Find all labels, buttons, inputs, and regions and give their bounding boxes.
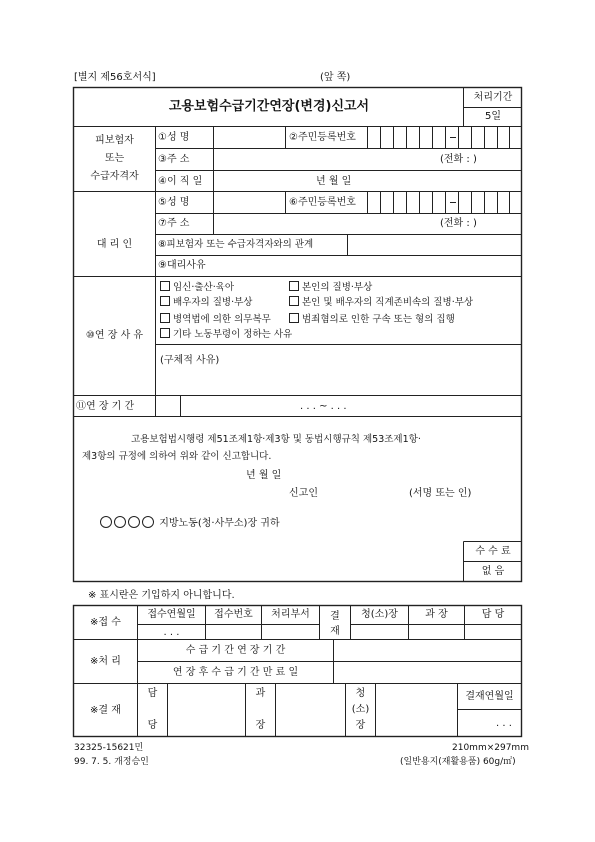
circle-placeholder-icon: [128, 516, 140, 528]
applicant-rrn-field[interactable]: [368, 127, 521, 148]
applicant-group-label-1: 피보험자: [95, 135, 134, 146]
circle-placeholder-icon: [100, 516, 112, 528]
damdang-char-1: 담: [147, 688, 158, 699]
cheong-char-2: (소): [351, 704, 370, 715]
receipt-no-label: 접수번호: [214, 609, 253, 620]
applicant-address-field[interactable]: [214, 149, 414, 170]
processing-period-value: 5일: [484, 111, 502, 122]
applicant-name-label: ①성 명: [158, 132, 190, 143]
approve-label: ※결 재: [90, 705, 121, 716]
agent-address-field[interactable]: [214, 214, 414, 234]
footer-paper: (일반용지(재활용품) 60g/㎡): [400, 757, 516, 767]
approval-label-2: 재: [330, 626, 340, 637]
gwajang-char-2: 장: [255, 720, 266, 731]
approval-col-staff: 담 당: [481, 609, 505, 620]
receipt-label: ※접 수: [90, 617, 121, 628]
approval-date-field[interactable]: . . .: [496, 718, 512, 729]
circle-placeholder-icon: [114, 516, 126, 528]
approval-label-1: 결: [330, 611, 340, 622]
applicant-group-label-3: 수급자격자: [90, 171, 139, 182]
approval-col-manager: 과 장: [425, 609, 448, 620]
fee-label: 수 수 료: [475, 546, 511, 557]
footer-code: 32325-15621민: [74, 743, 144, 753]
reason-option-pregnancy[interactable]: 임신·출산·육아: [160, 281, 234, 294]
reason-option-other[interactable]: 기타 노동부령이 정하는 사유: [160, 328, 292, 341]
declaration-addressee: 지방노동(청·사무소)장 귀하: [100, 516, 280, 530]
agent-name-field[interactable]: [214, 192, 285, 213]
reason-option-detention[interactable]: 범죄혐의로 인한 구속 또는 형의 집행: [289, 313, 455, 326]
applicant-rrn-label: ②주민등록번호: [289, 132, 356, 143]
applicant-group-label-2: 또는: [104, 153, 125, 164]
reason-option-military[interactable]: 병역법에 의한 의무복무: [160, 313, 271, 326]
approval-col-director: 청(소)장: [361, 609, 398, 620]
checkbox-icon: [289, 296, 299, 306]
footer-revision: 99. 7. 5. 개정승인: [74, 757, 149, 767]
agent-rrn-field[interactable]: [368, 192, 521, 213]
processing-period-label: 처리기간: [473, 92, 513, 103]
extension-period-field[interactable]: . . . ~ . . .: [300, 401, 347, 412]
agent-name-label: ⑤성 명: [158, 197, 190, 208]
approval-date-label: 결재연월일: [465, 691, 514, 702]
process-row-2: 연 장 후 수 급 기 간 만 료 일: [172, 667, 299, 678]
applicant-name-field[interactable]: [214, 127, 285, 148]
agent-relation-field[interactable]: [348, 235, 521, 255]
agent-phone-label: (전화 : ): [440, 218, 477, 229]
declaration-date[interactable]: 년 월 일: [246, 470, 282, 481]
applicant-leave-date-field[interactable]: 년 월 일: [316, 176, 352, 187]
receipt-date-label: 접수연월일: [147, 609, 196, 620]
circle-placeholder-icon: [142, 516, 154, 528]
cheong-char-3: 장: [355, 720, 366, 731]
extension-reason-label: ⑩연 장 사 유: [85, 330, 144, 341]
reason-option-spouse-illness[interactable]: 배우자의 질병·부상: [160, 296, 252, 309]
checkbox-icon: [160, 281, 170, 291]
cheong-char-1: 청: [355, 688, 366, 699]
office-note: ※ 표시란은 기입하지 아니합니다.: [88, 590, 235, 601]
fee-value: 없 음: [481, 566, 505, 577]
declaration-line-1: 고용보험법시행령 제51조제1항·제3항 및 동법시행규칙 제53조제1항·: [131, 434, 421, 445]
footer-size: 210mm×297mm: [452, 743, 529, 753]
process-label: ※처 리: [90, 656, 121, 667]
extension-period-label: ⑪연 장 기 간: [76, 401, 135, 412]
declaration-signature-label: (서명 또는 인): [409, 488, 472, 499]
detail-reason-field[interactable]: [156, 368, 521, 395]
agent-rrn-label: ⑥주민등록번호: [289, 197, 356, 208]
applicant-address-label: ③주 소: [158, 154, 190, 165]
damdang-char-2: 당: [147, 720, 158, 731]
checkbox-icon: [160, 296, 170, 306]
process-row-1: 수 급 기 간 연 장 기 간: [185, 645, 286, 656]
agent-reason-field[interactable]: [214, 256, 521, 276]
reason-option-family-illness[interactable]: 본인 및 배우자의 직계존비속의 질병·부상: [289, 296, 473, 309]
declaration-line-2: 제3항의 규정에 의하여 위와 같이 신고합니다.: [82, 451, 272, 462]
checkbox-icon: [289, 281, 299, 291]
gwajang-char-1: 과: [255, 688, 266, 699]
agent-address-label: ⑦주 소: [158, 218, 190, 229]
applicant-leave-date-label: ④이 직 일: [158, 176, 203, 187]
checkbox-icon: [289, 313, 299, 323]
receipt-date-field[interactable]: . . .: [163, 627, 180, 638]
form-title: 고용보험수급기간연장(변경)신고서: [168, 99, 370, 114]
reason-option-own-illness[interactable]: 본인의 질병·부상: [289, 281, 372, 294]
declaration-applicant-label: 신고인: [289, 488, 318, 499]
dept-label: 처리부서: [271, 609, 310, 620]
agent-group-label: 대 리 인: [96, 239, 133, 250]
agent-reason-label: ⑨대리사유: [158, 260, 206, 271]
agent-relation-label: ⑧피보험자 또는 수급자격자와의 관계: [158, 239, 314, 250]
checkbox-icon: [160, 328, 170, 338]
checkbox-icon: [160, 313, 170, 323]
detail-reason-label: (구체적 사유): [160, 355, 220, 366]
applicant-phone-label: (전화 : ): [440, 154, 477, 165]
page-side: (앞 쪽): [320, 72, 351, 83]
form-number: [별지 제56호서식]: [74, 72, 156, 83]
